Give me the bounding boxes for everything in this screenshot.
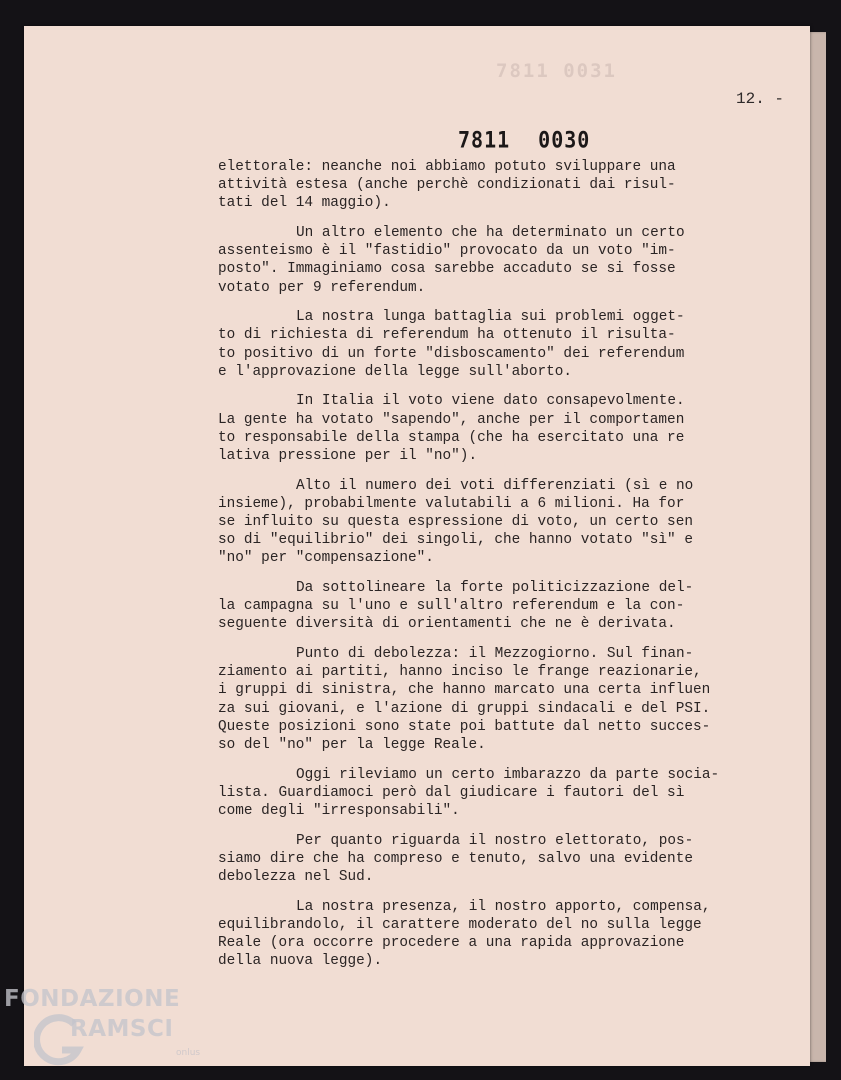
text-line: La nostra lunga battaglia sui problemi ogget- — [296, 309, 685, 326]
paragraph-9 — [218, 832, 778, 887]
text-line: della nuova legge). — [218, 953, 383, 970]
paragraph-7 — [218, 645, 778, 754]
text-line: Un altro elemento che ha determinato un certo — [296, 225, 685, 241]
text-line: votato per 9 referendum. — [218, 279, 426, 296]
text-line: tati del 14 maggio). — [218, 195, 391, 212]
text-line: Reale (ora occorre procedere a una rapida approvazione — [218, 935, 685, 952]
text-line: Da sottolineare la forte politicizzazione del- — [296, 580, 694, 597]
text-line: za sui giovani, e l'azione di gruppi sindacali e del PSI. — [218, 700, 711, 717]
text-line: attività estesa (anche perchè condizionati dai risul- — [218, 177, 676, 194]
text-line: i gruppi di sinistra, che hanno marcato una certa influen — [218, 682, 711, 699]
text-line: insieme), probabilmente valutabili a 6 milioni. Ha for — [218, 495, 685, 512]
body-text — [218, 158, 778, 982]
text-line: equilibrandolo, il carattere moderato del no sulla legge — [218, 916, 702, 933]
text-line: siamo dire che ha compreso e tenuto, salvo una evidente — [218, 850, 693, 867]
paragraph-3 — [218, 308, 778, 381]
text-line: to di richiesta di referendum ha ottenuto il risulta- — [218, 327, 676, 344]
text-line: e l'approvazione della legge sull'aborto. — [218, 363, 573, 380]
watermark-onlus: onlus — [176, 1048, 201, 1058]
document-code — [458, 127, 590, 153]
text-line: Per quanto riguarda il nostro elettorato, pos- — [296, 832, 694, 849]
text-line: ziamento ai partiti, hanno inciso le frange reazionarie, — [218, 664, 702, 681]
text-line: lista. Guardiamoci però dal giudicare i fautori del sì — [218, 784, 685, 801]
text-line: La gente ha votato "sapendo", anche per il comportamen — [218, 411, 685, 428]
paragraph-2 — [218, 224, 778, 297]
text-line: La nostra presenza, il nostro apporto, compensa, — [296, 898, 711, 915]
document-code-part-1: 7811 — [458, 126, 511, 154]
paragraph-1 — [218, 158, 778, 213]
text-line: assenteismo è il "fastidio" provocato da un voto "im- — [218, 243, 676, 260]
text-line: Punto di debolezza: il Mezzogiorno. Sul finan- — [296, 646, 694, 663]
paragraph-8 — [218, 766, 778, 821]
paragraph-10 — [218, 898, 778, 971]
bleed-through-code: 7811 0031 — [496, 60, 617, 82]
text-line: "no" per "compensazione". — [218, 550, 434, 567]
text-line: lativa pressione per il "no"). — [218, 448, 478, 465]
text-line: so del "no" per la legge Reale. — [218, 737, 486, 754]
watermark-line-2: RAMSCI — [70, 1016, 174, 1042]
paragraph-5 — [218, 477, 778, 568]
paragraph-6 — [218, 579, 778, 634]
text-line: Alto il numero dei voti differenziati (sì e no — [296, 477, 694, 494]
text-line: to responsabile della stampa (che ha esercitato una re — [218, 429, 685, 446]
text-line: se influito su questa espressione di voto, un certo sen — [218, 514, 693, 531]
text-line: elettorale: neanche noi abbiamo potuto sviluppare una — [218, 159, 676, 175]
document-code-part-2: 0030 — [538, 126, 591, 154]
text-line: In Italia il voto viene dato consapevolmente. — [296, 393, 685, 410]
text-line: to positivo di un forte "disboscamento" dei referendum — [218, 345, 685, 362]
text-line: la campagna su l'uno e sull'altro referendum e la con- — [218, 598, 685, 615]
page-number: 12. - — [736, 90, 785, 108]
text-line: Oggi rileviamo un certo imbarazzo da parte socia- — [296, 766, 720, 783]
text-line: Queste posizioni sono state poi battute dal netto succes- — [218, 718, 711, 735]
text-line: come degli "irresponsabili". — [218, 803, 460, 820]
text-line: debolezza nel Sud. — [218, 869, 374, 886]
watermark-line-1: FONDAZIONE — [4, 986, 181, 1012]
text-line: so di "equilibrio" dei singoli, che hanno votato "sì" e — [218, 532, 693, 549]
text-line: posto". Immaginiamo cosa sarebbe accaduto se si fosse — [218, 261, 676, 278]
text-line: seguente diversità di orientamenti che ne è derivata. — [218, 616, 676, 633]
fondazione-gramsci-watermark — [4, 986, 214, 1078]
paragraph-4 — [218, 392, 778, 465]
